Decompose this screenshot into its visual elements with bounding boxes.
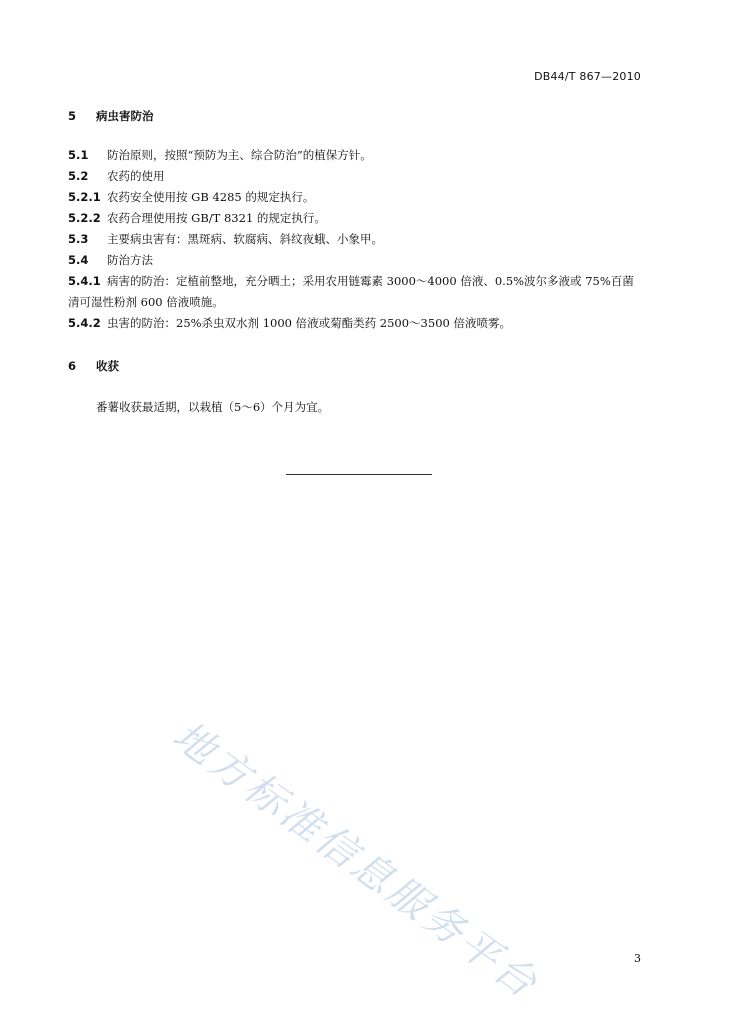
clause-text: 防治原则，按照“预防为主、综合防治”的植保方针。 bbox=[107, 148, 372, 162]
clause-5-4 bbox=[68, 250, 643, 271]
section-number: 5 bbox=[68, 109, 77, 123]
watermark: 地方标准信息服务平台 bbox=[164, 712, 548, 1009]
clause-number: 5.4.1 bbox=[68, 274, 101, 288]
clause-5-2 bbox=[68, 166, 643, 187]
clause-5-3 bbox=[68, 229, 643, 250]
section-heading-6 bbox=[68, 358, 119, 374]
clause-5-1 bbox=[68, 145, 643, 166]
clause-5-4-1 bbox=[68, 271, 643, 313]
harvest-paragraph: 番薯收获最适期，以栽植（5～6）个月为宜。 bbox=[96, 400, 330, 414]
clause-text: 农药安全使用按 GB 4285 的规定执行。 bbox=[107, 190, 315, 204]
clause-text: 虫害的防治：25%杀虫双水剂 1000 倍液或菊酯类药 2500～3500 倍液喷雾。 bbox=[107, 316, 511, 330]
clause-5-2-1 bbox=[68, 187, 643, 208]
section-title: 收获 bbox=[96, 359, 119, 373]
clause-number: 5.2.2 bbox=[68, 211, 101, 225]
clause-number: 5.4 bbox=[68, 253, 89, 267]
standard-code: DB44/T 867—2010 bbox=[534, 70, 641, 83]
section-heading-5 bbox=[68, 108, 154, 124]
clause-text: 病害的防治：定植前整地，充分晒土；采用农用链霉素 3000～4000 倍液、0.5%波尔多液或 75%百菌清可湿性粉剂 600 倍液喷施。 bbox=[68, 274, 634, 309]
clause-number: 5.1 bbox=[68, 148, 89, 162]
clause-number: 5.3 bbox=[68, 232, 89, 246]
clause-number: 5.2.1 bbox=[68, 190, 101, 204]
clause-text: 防治方法 bbox=[107, 253, 153, 267]
page-number: 3 bbox=[634, 952, 641, 965]
section-number: 6 bbox=[68, 359, 77, 373]
clause-5-2-2 bbox=[68, 208, 643, 229]
end-of-document-rule bbox=[286, 474, 432, 475]
clause-5-4-2 bbox=[68, 313, 643, 334]
section-title: 病虫害防治 bbox=[96, 109, 154, 123]
clause-number: 5.4.2 bbox=[68, 316, 101, 330]
clause-text: 农药的使用 bbox=[107, 169, 165, 183]
clause-number: 5.2 bbox=[68, 169, 89, 183]
clause-text: 主要病虫害有：黑斑病、软腐病、斜纹夜蛾、小象甲。 bbox=[107, 232, 383, 246]
clause-text: 农药合理使用按 GB/T 8321 的规定执行。 bbox=[107, 211, 326, 225]
